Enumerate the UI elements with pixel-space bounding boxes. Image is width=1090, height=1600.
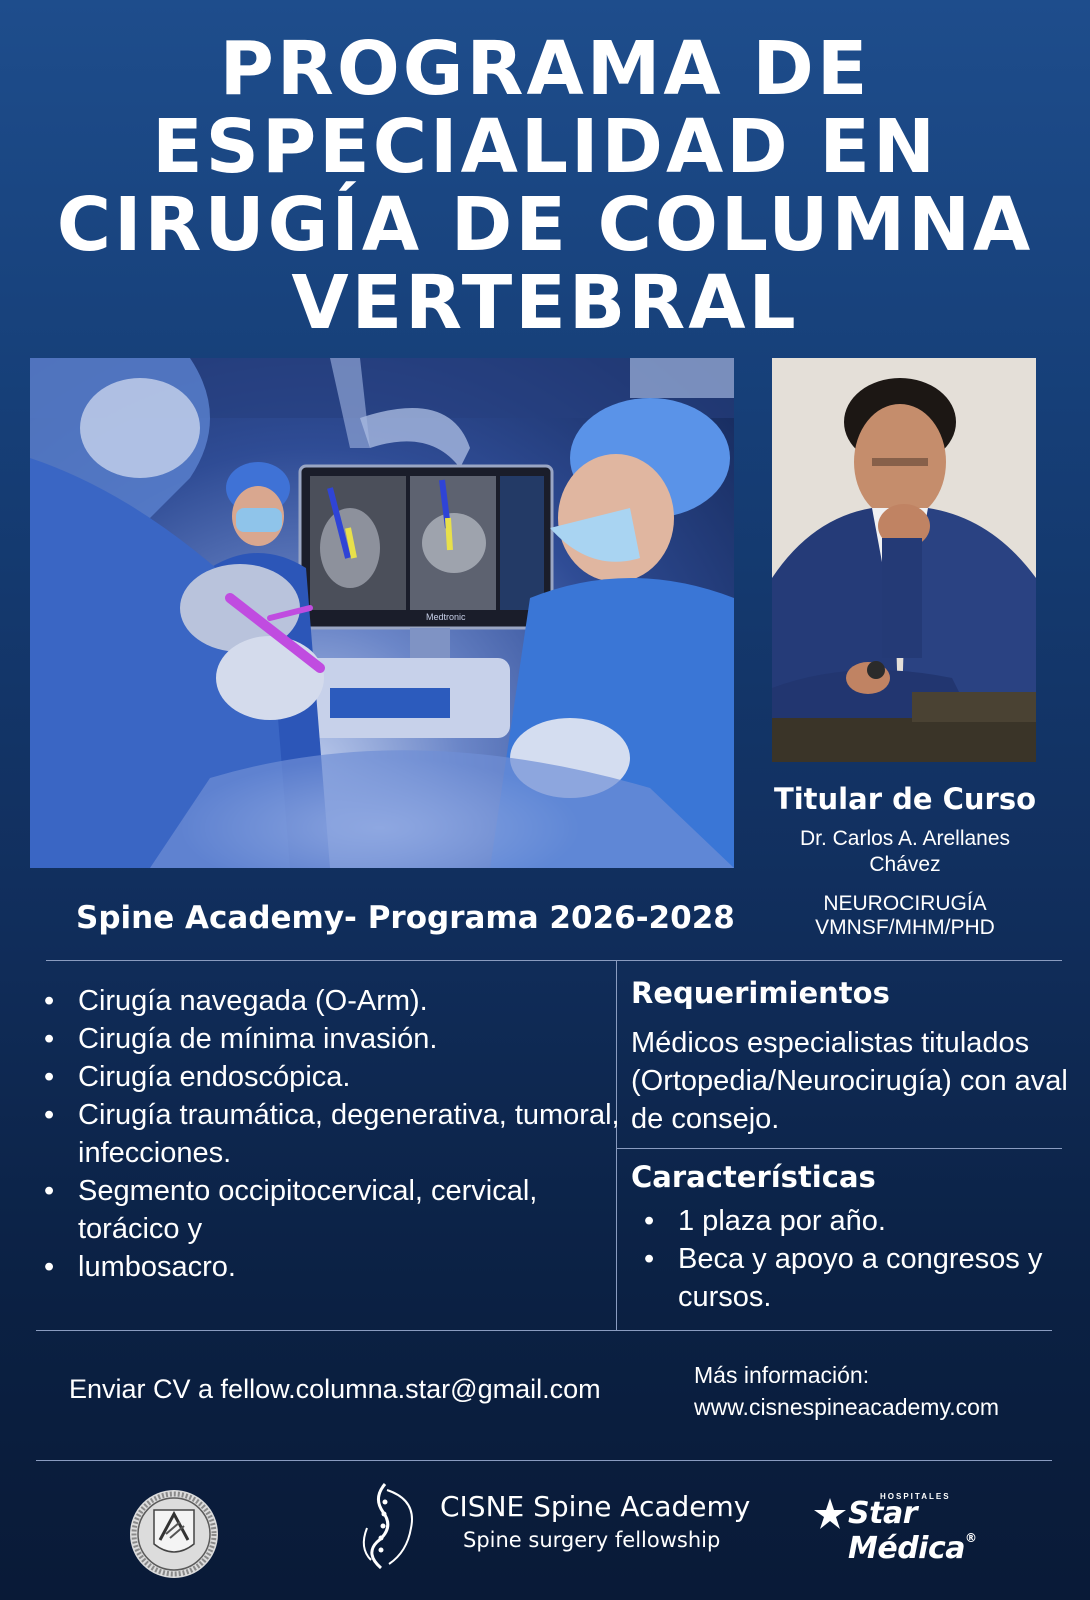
- university-seal-logo: [128, 1488, 220, 1580]
- list-item: • lumbosacro.: [44, 1248, 624, 1286]
- academy-tagline: Spine surgery fellowship: [463, 1528, 721, 1552]
- title-line: VERTEBRAL: [291, 260, 799, 346]
- instructor-credentials: [760, 892, 1050, 940]
- divider: [36, 1330, 1052, 1331]
- list-item: • 1 plaza por año.: [644, 1202, 1081, 1240]
- list-item: • Cirugía endoscópica.: [44, 1058, 624, 1096]
- instructor-name-line: Chávez: [869, 853, 941, 876]
- list-item: • Cirugía de mínima invasión.: [44, 1020, 624, 1058]
- instructor-degrees: VMNSF/MHM/PHD: [815, 916, 995, 939]
- more-info-label: Más información:: [694, 1362, 870, 1388]
- features-list: [644, 1202, 1081, 1316]
- instructor-info: [760, 782, 1050, 940]
- requirements-section: [631, 976, 1081, 1138]
- divider: [36, 1460, 1052, 1461]
- title-line: CIRUGÍA DE COLUMNA: [56, 182, 1034, 268]
- hospital-name-text: Star Médica: [848, 1496, 965, 1566]
- features-heading: Características: [631, 1160, 876, 1194]
- requirements-heading: Requerimientos: [631, 976, 890, 1010]
- instructor-name: [760, 826, 1050, 878]
- website-link[interactable]: www.cisnespineacademy.com: [694, 1394, 1000, 1420]
- instructor-photo: [772, 358, 1036, 762]
- academy-name: CISNE Spine Academy: [440, 1490, 751, 1523]
- monitor-brand-text: Medtronic: [426, 612, 466, 622]
- hospital-name: [848, 1496, 1032, 1566]
- more-info: [694, 1359, 999, 1423]
- list-item: • Cirugía traumática, degenerativa, tumoral, infecciones.: [44, 1096, 624, 1172]
- title-line: ESPECIALIDAD EN: [152, 104, 938, 190]
- instructor-name-line: Dr. Carlos A. Arellanes: [799, 827, 1011, 850]
- instructor-portrait: [772, 358, 1036, 762]
- surgery-photo: [30, 358, 734, 868]
- list-item: • Segmento occipitocervical, cervical, torácico y: [44, 1172, 624, 1248]
- list-item: • Beca y apoyo a congresos y cursos.: [644, 1240, 1081, 1316]
- star-icon: [812, 1496, 848, 1532]
- registered-mark: ®: [965, 1531, 977, 1545]
- instructor-heading: Titular de Curso: [773, 782, 1037, 816]
- hospital-prefix: HOSPITALES: [880, 1492, 951, 1501]
- cisne-swan-spine-icon: [355, 1478, 425, 1574]
- features-section: [631, 1160, 1081, 1316]
- divider: [616, 1148, 1062, 1149]
- star-medica-logo: [812, 1490, 1032, 1566]
- program-line: Spine Academy- Programa 2026-2028: [76, 900, 735, 936]
- page-title: [0, 26, 1090, 346]
- footer-logos: [0, 1470, 1090, 1590]
- title-line: PROGRAMA DE: [219, 26, 871, 112]
- cv-email-text[interactable]: Enviar CV a fellow.columna.star@gmail.com: [69, 1374, 601, 1404]
- instructor-specialty: NEUROCIRUGÍA: [823, 892, 987, 915]
- surgery-illustration: [30, 358, 734, 868]
- list-item: • Cirugía navegada (O-Arm).: [44, 982, 624, 1020]
- requirements-text: Médicos especialistas titulados (Ortopedia/Neurocirugía) con aval de consejo.: [631, 1027, 1068, 1135]
- topics-list: [44, 982, 624, 1286]
- divider: [46, 960, 1062, 961]
